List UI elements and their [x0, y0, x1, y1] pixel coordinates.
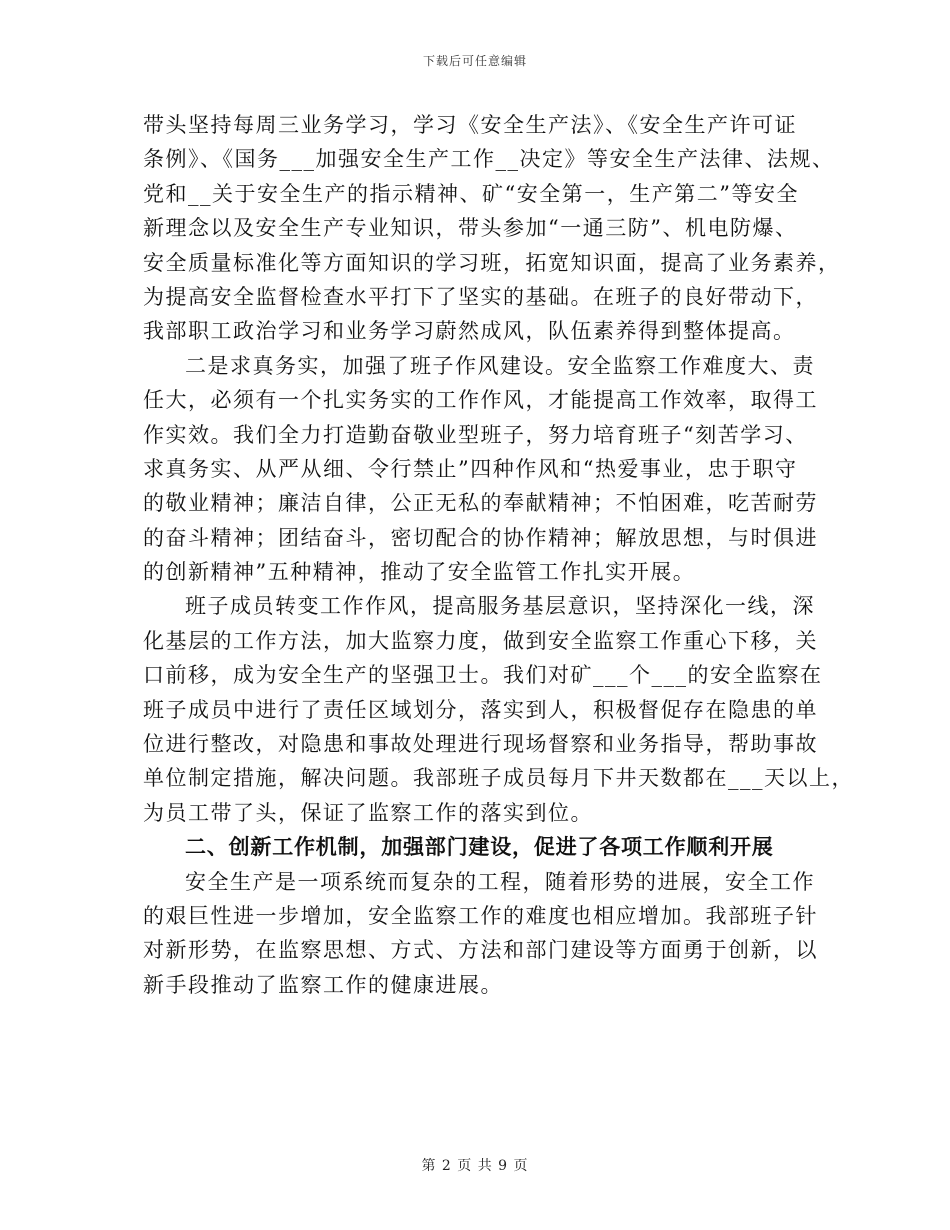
body-line: 口前移，成为安全生产的坚强卫士。我们对矿___个___的安全监察在: [143, 663, 823, 688]
body-line: 新手段推动了监察工作的健康进展。: [143, 972, 503, 997]
body-line: 为员工带了头，保证了监察工作的落实到位。: [143, 800, 593, 825]
body-line: 化基层的工作方法，加大监察力度，做到安全监察工作重心下移，关: [143, 628, 818, 653]
body-line: 党和__关于安全生产的指示精神、矿“安全第一，生产第二”等安全: [143, 181, 799, 206]
body-line: 新理念以及安全生产专业知识，带头参加“一通三防”、机电防爆、: [143, 216, 798, 241]
body-line: 单位制定措施，解决问题。我部班子成员每月下井天数都在___天以上，: [143, 766, 854, 791]
body-line: 安全生产是一项系统而复杂的工程，随着形势的进展，安全工作: [185, 869, 815, 894]
body-line: 作实效。我们全力打造勤奋敬业型班子，努力培育班子“刻苦学习、: [143, 422, 808, 447]
page-number: 第 2 页 共 9 页: [421, 1158, 529, 1174]
body-line: 为提高安全监督检查水平打下了坚实的基础。在班子的良好带动下，: [143, 284, 818, 309]
body-line: 安全质量标准化等方面知识的学习班，拓宽知识面，提高了业务素养，: [143, 250, 841, 275]
body-line: 二是求真务实，加强了班子作风建设。安全监察工作难度大、责: [185, 353, 815, 378]
body-line: 我部职工政治学习和业务学习蔚然成风，队伍素养得到整体提高。: [143, 319, 796, 344]
body-line: 位进行整改，对隐患和事故处理进行现场督察和业务指导，帮助事故: [143, 732, 818, 757]
body-line: 带头坚持每周三业务学习，学习《安全生产法》、《安全生产许可证: [143, 113, 797, 137]
body-line: 班子成员转变工作作风，提高服务基层意识，坚持深化一线，深: [185, 594, 815, 619]
document-body: [143, 108, 854, 1002]
body-line: 任大，必须有一个扎实务实的工作作风，才能提高工作效率，取得工: [143, 388, 818, 413]
page-header: 下载后可任意编辑: [422, 54, 527, 68]
body-line: 班子成员中进行了责任区域划分，落实到人，积极督促存在隐患的单: [143, 697, 818, 722]
body-line: 求真务实、从严从细、令行禁止”四种作风和“热爱事业，忠于职守: [143, 456, 798, 481]
section-heading: 二、创新工作机制，加强部门建设，促进了各项工作顺利开展: [185, 834, 774, 860]
body-line: 的艰巨性进一步增加，安全监察工作的难度也相应增加。我部班子针: [143, 903, 818, 928]
body-line: 的奋斗精神；团结奋斗，密切配合的协作精神；解放思想，与时俱进: [143, 525, 818, 550]
body-line: 的敬业精神；廉洁自律，公正无私的奉献精神；不怕困难，吃苦耐劳: [143, 491, 818, 516]
body-line: 对新形势，在监察思想、方式、方法和部门建设等方面勇于创新，以: [143, 938, 818, 963]
body-line: 的创新精神”五种精神，推动了安全监管工作扎实开展。: [143, 560, 696, 585]
body-line: 条例》、《国务___加强安全生产工作__决定》等安全生产法律、法规、: [143, 147, 835, 172]
